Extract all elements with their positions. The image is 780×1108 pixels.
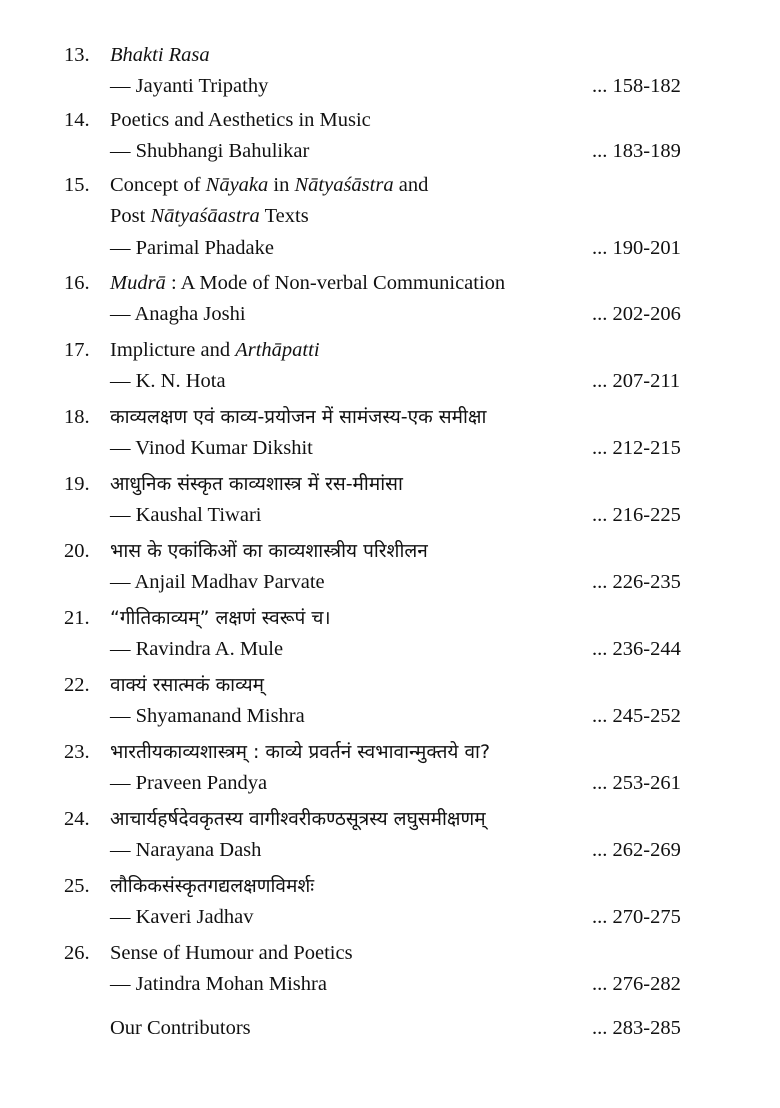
contributors-label[interactable]: Our Contributors	[110, 1017, 251, 1039]
author-name: Jatindra Mohan Mishra	[135, 973, 327, 995]
author-name: Parimal Phadake	[135, 237, 274, 259]
entry-pages	[592, 701, 722, 731]
title-fragment: Arthāpatti	[235, 339, 320, 361]
entry-title	[110, 335, 670, 365]
entry-author	[110, 969, 570, 999]
entry-author	[110, 701, 570, 731]
entry-author	[110, 233, 570, 263]
leader-dots: ...	[592, 772, 608, 794]
leader-dots: ...	[592, 437, 608, 459]
page-range: 183-189	[612, 140, 681, 162]
author-dash: —	[110, 237, 131, 259]
leader-dots: ...	[592, 839, 608, 861]
entry-title	[110, 871, 670, 901]
entry-author	[110, 433, 570, 463]
title-fragment: वाक्यं रसात्मकं काव्यम्	[110, 674, 264, 696]
author-name: Narayana Dash	[135, 839, 262, 861]
author-name: Praveen Pandya	[135, 772, 268, 794]
title-fragment: काव्यलक्षण एवं काव्य-प्रयोजन में सामंजस्य-एक समीक्षा	[110, 406, 487, 428]
entry-title	[110, 938, 670, 968]
page-range: 276-282	[612, 973, 681, 995]
page-range: 245-252	[612, 705, 681, 727]
entry-title	[110, 40, 670, 70]
author-name: Shubhangi Bahulikar	[135, 140, 310, 162]
contributors-pages	[592, 1013, 681, 1043]
page-range: 216-225	[612, 504, 681, 526]
entry-number: 15.	[64, 174, 90, 196]
author-dash: —	[110, 839, 131, 861]
author-dash: —	[110, 303, 131, 325]
leader-dots: ...	[592, 75, 608, 97]
leader-dots: ...	[592, 705, 608, 727]
page-range: 262-269	[612, 839, 681, 861]
entry-pages	[592, 768, 722, 798]
title-fragment: Sense of Humour and Poetics	[110, 942, 353, 964]
entry-title	[110, 603, 670, 633]
entry-pages	[592, 835, 722, 865]
author-dash: —	[110, 973, 131, 995]
author-dash: —	[110, 370, 131, 392]
author-name: Jayanti Tripathy	[135, 75, 269, 97]
entry-title	[110, 268, 670, 298]
entry-author	[110, 768, 570, 798]
author-name: Anagha Joshi	[134, 303, 246, 325]
entry-pages	[592, 902, 722, 932]
title-fragment: Concept of	[110, 174, 206, 196]
leader-dots: ...	[592, 1017, 608, 1039]
entry-number: 20.	[64, 540, 90, 562]
entry-number: 17.	[64, 339, 90, 361]
entry-author	[110, 500, 570, 530]
leader-dots: ...	[592, 237, 608, 259]
entry-pages	[592, 969, 722, 999]
author-name: Kaveri Jadhav	[135, 906, 254, 928]
author-name: Ravindra A. Mule	[135, 638, 284, 660]
author-dash: —	[110, 75, 131, 97]
entry-title	[110, 536, 670, 566]
entry-number: 16.	[64, 272, 90, 294]
author-dash: —	[110, 504, 131, 526]
entry-author	[110, 634, 570, 664]
title-fragment: Bhakti Rasa	[110, 44, 210, 66]
author-name: Kaushal Tiwari	[135, 504, 262, 526]
page-range: 158-182	[612, 75, 681, 97]
entry-title	[110, 402, 670, 432]
author-name: K. N. Hota	[135, 370, 226, 392]
entry-author	[110, 299, 570, 329]
entry-author	[110, 136, 570, 166]
entry-pages	[592, 233, 722, 263]
title-fragment: Nāyaka	[205, 174, 269, 196]
author-dash: —	[110, 772, 131, 794]
leader-dots: ...	[592, 638, 608, 660]
leader-dots: ...	[592, 140, 608, 162]
author-name: Vinod Kumar Dikshit	[135, 437, 313, 459]
title-fragment: : A Mode of Non-verbal Communication	[165, 272, 506, 294]
author-dash: —	[110, 437, 131, 459]
entry-title	[110, 201, 670, 231]
entry-number: 19.	[64, 473, 90, 495]
title-fragment: लौकिकसंस्कृतगद्यलक्षणविमर्शः	[110, 875, 315, 897]
entry-title	[110, 170, 670, 200]
title-fragment: Implicture and	[110, 339, 236, 361]
title-fragment: भास के एकांकिओं का काव्यशास्त्रीय परिशीलन	[110, 540, 428, 562]
leader-dots: ...	[592, 571, 608, 593]
entry-pages	[592, 433, 722, 463]
page-range: 202-206	[612, 303, 681, 325]
title-fragment: आधुनिक संस्कृत काव्यशास्त्र में रस-मीमांसा	[110, 473, 403, 495]
page-range: 270-275	[612, 906, 681, 928]
page-range: 283-285	[612, 1017, 681, 1039]
title-fragment: and	[393, 174, 429, 196]
entry-author	[110, 902, 570, 932]
title-fragment: Nātyaśāstra	[294, 174, 394, 196]
page-range: 226-235	[612, 571, 681, 593]
entry-pages	[592, 567, 722, 597]
entry-pages	[592, 299, 722, 329]
title-fragment: Mudrā	[110, 272, 166, 294]
title-fragment: Texts	[259, 205, 309, 227]
entry-number: 26.	[64, 942, 90, 964]
title-fragment: in	[268, 174, 295, 196]
entry-pages	[592, 71, 722, 101]
page-range: 253-261	[612, 772, 681, 794]
entry-number: 18.	[64, 406, 90, 428]
author-name: Shyamanand Mishra	[135, 705, 305, 727]
author-dash: —	[110, 705, 131, 727]
entry-number: 21.	[64, 607, 90, 629]
entry-number: 24.	[64, 808, 90, 830]
entry-pages	[592, 500, 722, 530]
entry-author	[110, 835, 570, 865]
title-fragment: भारतीयकाव्यशास्त्रम् : काव्ये प्रवर्तनं स्वभावान्मुक्तये वा?	[110, 741, 491, 763]
page-range: 207-211	[612, 370, 681, 392]
leader-dots: ...	[592, 906, 608, 928]
author-dash: —	[110, 140, 131, 162]
title-fragment: “गीतिकाव्यम्” लक्षणं स्वरूपं च।	[110, 607, 331, 629]
author-dash: —	[110, 906, 131, 928]
entry-pages	[592, 136, 722, 166]
author-dash: —	[110, 638, 131, 660]
title-fragment: Poetics and Aesthetics in Music	[110, 109, 371, 131]
leader-dots: ...	[592, 973, 608, 995]
author-dash: —	[110, 571, 131, 593]
title-fragment: आचार्यहर्षदेवकृतस्य वागीश्वरीकण्ठसूत्रस्य लघुसमीक्षणम्	[110, 808, 486, 830]
leader-dots: ...	[592, 303, 608, 325]
entry-title	[110, 105, 670, 135]
entry-title	[110, 670, 670, 700]
leader-dots: ...	[592, 370, 608, 392]
leader-dots: ...	[592, 504, 608, 526]
title-fragment: Post	[110, 205, 151, 227]
entry-title	[110, 804, 670, 834]
entry-number: 14.	[64, 109, 90, 131]
entry-title	[110, 737, 670, 767]
entry-pages	[592, 366, 722, 396]
page-range: 212-215	[612, 437, 681, 459]
entry-number: 13.	[64, 44, 90, 66]
page-range: 190-201	[612, 237, 681, 259]
entry-number: 25.	[64, 875, 90, 897]
entry-number: 22.	[64, 674, 90, 696]
entry-author	[110, 366, 570, 396]
page-range: 236-244	[612, 638, 681, 660]
entry-number: 23.	[64, 741, 90, 763]
title-fragment: Nātyaśāastra	[150, 205, 260, 227]
author-name: Anjail Madhav Parvate	[134, 571, 325, 593]
entry-title	[110, 469, 670, 499]
entry-author	[110, 567, 570, 597]
entry-author	[110, 71, 570, 101]
entry-pages	[592, 634, 722, 664]
